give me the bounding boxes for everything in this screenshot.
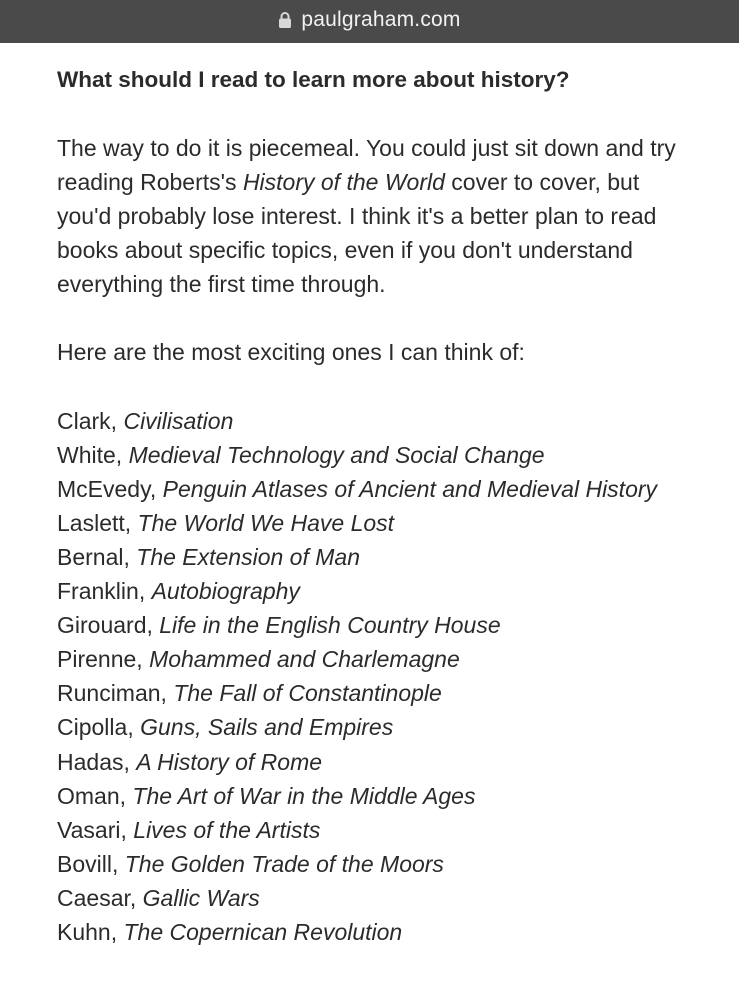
book-author: Bernal	[57, 543, 124, 570]
book-title: The Extension of Man	[136, 543, 360, 570]
book-author: Laslett	[57, 509, 125, 536]
lock-icon	[278, 11, 292, 29]
book-title: Life in the English Country House	[159, 612, 501, 639]
intro-book-title: History of the World	[242, 169, 445, 196]
book-author: Oman	[57, 782, 120, 809]
book-list-item: McEvedy, Penguin Atlases of Ancient and Medieval History	[57, 475, 658, 502]
book-list-item: Pirenne, Mohammed and Charlemagne	[57, 646, 460, 673]
book-title: Penguin Atlases of Ancient and Medieval History	[162, 475, 658, 502]
book-author: Caesar	[57, 884, 130, 911]
book-list-item: Laslett, The World We Have Lost	[57, 509, 395, 536]
article-body	[0, 63, 739, 949]
book-title: Mohammed and Charlemagne	[149, 646, 460, 673]
url-text: paulgraham.com	[301, 7, 461, 31]
book-list	[57, 404, 682, 950]
article-title: What should I read to learn more about history?	[57, 67, 570, 92]
book-list-item: Bernal, The Extension of Man	[57, 543, 360, 570]
book-title: A History of Rome	[136, 748, 323, 775]
book-author: Vasari	[57, 816, 121, 843]
intro-paragraph	[57, 131, 682, 301]
url-display[interactable]	[278, 8, 460, 32]
book-list-item: Caesar, Gallic Wars	[57, 884, 260, 911]
intro-text-start: The way to do it is piecemeal. You could just sit down and try reading Roberts's	[57, 135, 676, 196]
book-title: The Fall of Constantinople	[173, 680, 442, 707]
book-list-item: Vasari, Lives of the Artists	[57, 816, 321, 843]
book-title: The Golden Trade of the Moors	[124, 850, 444, 877]
book-list-item: Girouard, Life in the English Country House	[57, 612, 501, 639]
book-author: Runciman	[57, 680, 161, 707]
book-author: McEvedy	[57, 475, 150, 502]
book-list-item: Cipolla, Guns, Sails and Empires	[57, 714, 394, 741]
book-list-item: Franklin, Autobiography	[57, 578, 300, 605]
book-title: Guns, Sails and Empires	[140, 714, 394, 741]
book-title: The World We Have Lost	[137, 509, 395, 536]
book-list-item: Clark, Civilisation	[57, 407, 234, 434]
book-author: Kuhn	[57, 918, 111, 945]
book-author: Clark	[57, 407, 111, 434]
browser-address-bar[interactable]	[0, 0, 739, 43]
book-title: Medieval Technology and Social Change	[128, 441, 545, 468]
book-list-item: Runciman, The Fall of Constantinople	[57, 680, 442, 707]
book-list-item: Oman, The Art of War in the Middle Ages	[57, 782, 476, 809]
book-title: The Copernican Revolution	[123, 918, 403, 945]
book-author: White	[57, 441, 116, 468]
book-title: Civilisation	[123, 407, 234, 434]
book-list-item: Kuhn, The Copernican Revolution	[57, 918, 403, 945]
intro-text-end: cover to cover, but you'd probably lose interest. I think it's a better plan to read books about specific topics, even if you don't understand everything the first time through.	[57, 169, 657, 298]
book-author: Franklin	[57, 578, 139, 605]
book-author: Girouard	[57, 612, 147, 639]
book-author: Pirenne	[57, 646, 137, 673]
book-title: The Art of War in the Middle Ages	[132, 782, 476, 809]
book-list-item: Hadas, A History of Rome	[57, 748, 323, 775]
book-list-item: White, Medieval Technology and Social Change	[57, 441, 545, 468]
book-title: Gallic Wars	[142, 884, 260, 911]
lead-in-paragraph: Here are the most exciting ones I can think of:	[57, 339, 525, 366]
book-title: Autobiography	[151, 578, 300, 605]
book-author: Bovill	[57, 850, 112, 877]
book-title: Lives of the Artists	[133, 816, 321, 843]
book-author: Hadas	[57, 748, 124, 775]
book-list-item: Bovill, The Golden Trade of the Moors	[57, 850, 444, 877]
book-author: Cipolla	[57, 714, 128, 741]
